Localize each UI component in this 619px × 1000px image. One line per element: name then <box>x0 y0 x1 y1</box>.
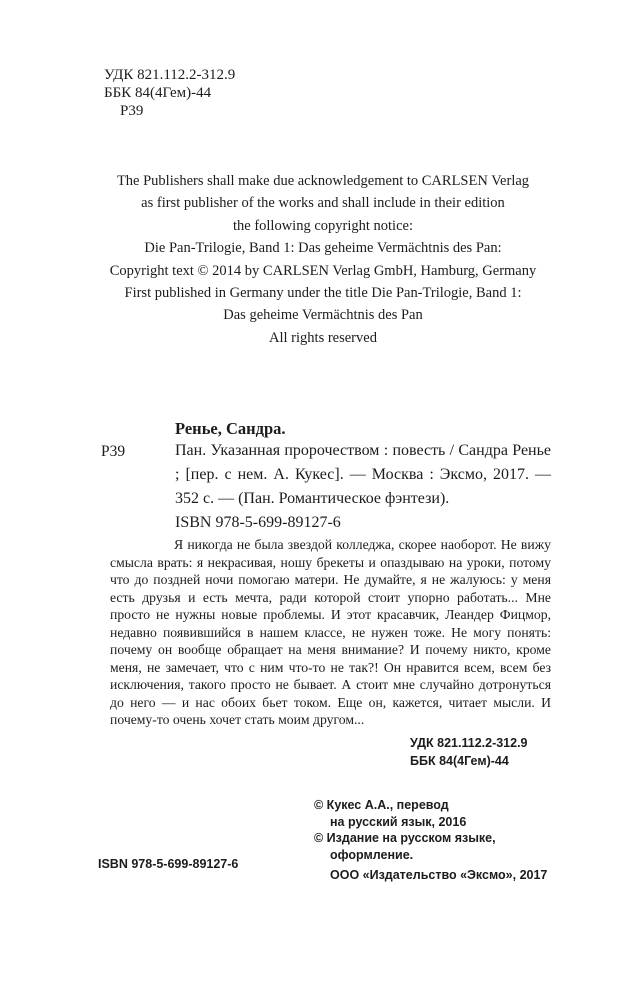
copyright-block <box>314 797 547 884</box>
catalog-author: Ренье, Сандра. <box>175 419 286 438</box>
udk-code: УДК 821.112.2-312.9 <box>104 67 236 83</box>
bbk-code: ББК 84(4Гем)-44 <box>410 754 509 768</box>
publisher-copyright-notice <box>60 170 586 349</box>
notice-line: Die Pan-Trilogie, Band 1: Das geheime Vermächtnis des Pan: <box>144 240 502 257</box>
classification-codes-top <box>104 66 235 120</box>
notice-line: Das geheime Vermächtnis des Pan <box>223 307 423 324</box>
notice-line: First published in Germany under the title Die Pan-Trilogie, Band 1: <box>124 285 522 302</box>
notice-line: All rights reserved <box>269 329 377 346</box>
notice-line: Copyright text © 2014 by CARLSEN Verlag GmbH, Hamburg, Germany <box>109 262 537 279</box>
classification-codes-right <box>410 734 528 770</box>
catalog-isbn: ISBN 978-5-699-89127-6 <box>175 514 341 531</box>
book-annotation: Я никогда не была звездой колледжа, скорее наоборот. Не вижу смысла врать: я некрасивая, ношу брекеты и опаздываю на уроки, потому что до поздней ночи помогаю матери. Не думайте, я не жалуюсь: у меня есть друзья и есть мечта, ради которой стоит упорно работать... Мне просто не нужны новые проблемы. И этот красавчик, Леандер Фицмор, недавно появившийся в нашем классе, не нужен тоже. Не могу понять: почему он вообще обращает на меня внимание? И почему никто, кроме меня, не замечает, что с ним что-то не так?! Он нравится всем, всем без исключения, такого просто не бывает. А стоит мне случайно дотронуться до него — и нас обоих бьет током. Еще он, кажется, читает мысли. И почему-то очень хочет стать моим другом... <box>110 537 551 727</box>
author-mark: Р39 <box>120 103 144 119</box>
catalog-author-mark: Р39 <box>101 443 126 460</box>
notice-line: the following copyright notice: <box>232 217 413 234</box>
notice-line: as first publisher of the works and shall include in their edition <box>141 195 505 212</box>
publisher-name: ООО «Издательство «Эксмо», 2017 <box>330 868 548 882</box>
notice-line: The Publishers shall make due acknowledgement to CARLSEN Verlag <box>116 173 530 189</box>
udk-code: УДК 821.112.2-312.9 <box>410 736 528 750</box>
edition-copyright: © Издание на русском языке, <box>314 831 496 845</box>
bbk-code: ББК 84(4Гем)-44 <box>104 85 212 101</box>
bibliographic-description: Пан. Указанная пророчеством : повесть / Сандра Ренье ; [пер. с нем. А. Кукес]. — Москва : Эксмо, 2017. — 352 с. — (Пан. Романтическое фэнтези). <box>175 442 551 507</box>
translation-copyright: © Кукес А.А., перевод <box>314 798 449 812</box>
edition-copyright-cont: оформление. <box>330 847 414 862</box>
bottom-isbn: ISBN 978-5-699-89127-6 <box>98 857 239 871</box>
translation-copyright-cont: на русский язык, 2016 <box>330 814 467 829</box>
